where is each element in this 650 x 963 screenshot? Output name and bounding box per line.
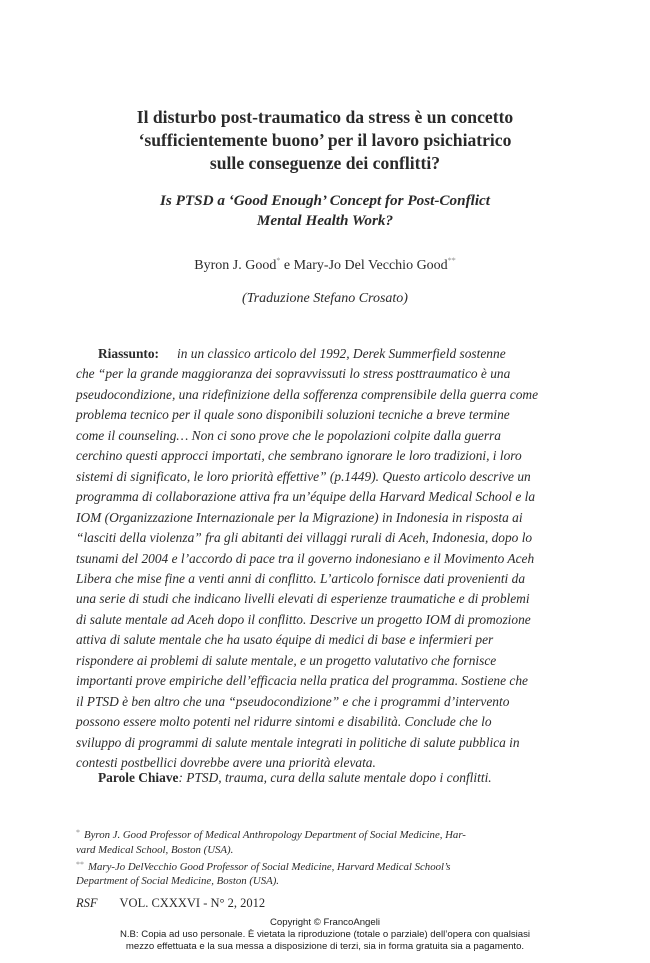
abstract-line: sistemi di significato, le loro priorità effettive” (p.1449). Questo articolo descrive un <box>76 468 531 484</box>
footnote-mark: * <box>276 256 281 265</box>
abstract-line: come il counseling… Non ci sono prove che le popolazioni colpite dalla guerra <box>76 427 501 443</box>
title-line: ‘sufficientemente buono’ per il lavoro psichiatrico <box>138 130 512 150</box>
abstract-line: che “per la grande maggioranza dei sopravvissuti lo stress posttraumatico è una <box>76 366 511 382</box>
title-line: Il disturbo post-traumatico da stress è un concetto <box>136 107 514 127</box>
keywords <box>98 769 492 787</box>
author-conjunction: e <box>280 258 294 273</box>
footnote-1 <box>76 826 586 858</box>
footnote-line <box>76 826 586 843</box>
copyright-line: Copyright © FrancoAngeli <box>270 917 380 928</box>
abstract-line: Libera che mise fine a venti anni di conflitto. L’articolo fornisce dati provenienti da <box>76 570 526 586</box>
abstract-line: possono essere molto potenti nel ridurre sintomi e disabilità. Conclude che lo <box>76 714 492 730</box>
article-title-english <box>90 191 560 231</box>
abstract-line: sviluppo di programmi di salute mentale integrati in politiche di salute pubblica in <box>76 734 520 750</box>
footnote-line <box>76 858 586 875</box>
subtitle-line: Is PTSD a ‘Good Enough’ Concept for Post-Conflict <box>159 192 491 209</box>
keywords-text: : PTSD, trauma, cura della salute mentale dopo i conflitti. <box>178 770 492 785</box>
journal-name: RSF <box>76 896 98 910</box>
abstract-line: in un classico articolo del 1992, Derek Summerfield sostenne <box>177 346 506 361</box>
abstract-line: rispondere ai problemi di salute mentale, e un progetto valutativo che fornisce <box>76 652 497 668</box>
footnotes <box>76 826 586 889</box>
abstract-line: di salute mentale ad Aceh dopo il conflitto. Descrive un progetto IOM di promozione <box>76 611 531 627</box>
keywords-label: Parole Chiave <box>98 770 179 785</box>
copyright-line: N.B: Copia ad uso personale. È vietata la riproduzione (totale o parziale) dell’opera con qualsiasi <box>119 929 531 940</box>
abstract-line: IOM (Organizzazione Internazionale per la Migrazione) in Indonesia in risposta ai <box>76 509 523 525</box>
abstract-line: pseudocondizione, una ridefinizione della sofferenza comprensibile della guerra come <box>76 386 539 402</box>
abstract-line: problema tecnico per il quale sono disponibili soluzioni tecniche a breve termine <box>76 407 510 423</box>
translator-credit: (Traduzione Stefano Crosato) <box>242 291 408 306</box>
footnote-mark: ** <box>447 256 456 265</box>
copyright-notice <box>0 917 650 953</box>
author-name: Mary-Jo Del Vecchio Good <box>293 258 448 273</box>
article-title-italian <box>70 106 580 175</box>
abstract-line: programma di collaborazione attiva fra un’équipe della Harvard Medical School e la <box>76 489 536 505</box>
footnote-2 <box>76 858 586 890</box>
authors-line <box>0 252 650 275</box>
copyright-line: mezzo effettuata e la sua messa a disposizione di terzi, sia in forma gratuita sia a pagamento. <box>125 941 525 952</box>
footnote-mark: * <box>76 828 80 837</box>
abstract-line: attiva di salute mentale che ha usato équipe di medici di base e infermieri per <box>76 632 494 648</box>
journal-volume: VOL. CXXXVI - N° 2, 2012 <box>119 896 266 910</box>
abstract-label: Riassunto: <box>98 346 160 361</box>
footnote-line: vard Medical School, Boston (USA). <box>76 843 234 856</box>
abstract <box>76 344 578 774</box>
title-line: sulle conseguenze dei conflitti? <box>209 153 441 173</box>
footnote-text: Byron J. Good Professor of Medical Anthropology Department of Social Medicine, Har- <box>84 829 466 841</box>
abstract-line: il PTSD è ben altro che una “pseudocondizione” e che i programmi d’intervento <box>76 693 510 709</box>
footnote-line: Department of Social Medicine, Boston (USA). <box>76 875 279 888</box>
footnote-text: Mary-Jo DelVecchio Good Professor of Social Medicine, Harvard Medical School’s <box>88 860 451 873</box>
abstract-line: importanti prove empiriche dell’efficacia nella pratica del programma. Sostiene che <box>76 673 528 689</box>
abstract-line: contesti postbellici dovrebbe avere una priorità elevata. <box>76 755 376 771</box>
abstract-line: tsunami del 2004 e l’accordo di pace tra il governo indonesiano e il Movimento Aceh <box>76 550 535 566</box>
footnote-mark: ** <box>76 859 84 869</box>
abstract-body <box>76 344 578 774</box>
journal-reference <box>76 896 265 911</box>
abstract-line: cerchino questi approcci importati, che sembrano ignorare le loro tradizioni, i loro <box>76 448 522 464</box>
abstract-line: “lasciti della violenza” fra gli abitanti dei villaggi rurali di Aceh, Indonesia, dopo lo <box>76 530 533 546</box>
subtitle-line: Mental Health Work? <box>256 212 394 229</box>
abstract-line: una serie di studi che indicano livelli elevati di esperienze traumatiche e di problemi <box>76 591 530 607</box>
author-name: Byron J. Good <box>194 258 277 273</box>
